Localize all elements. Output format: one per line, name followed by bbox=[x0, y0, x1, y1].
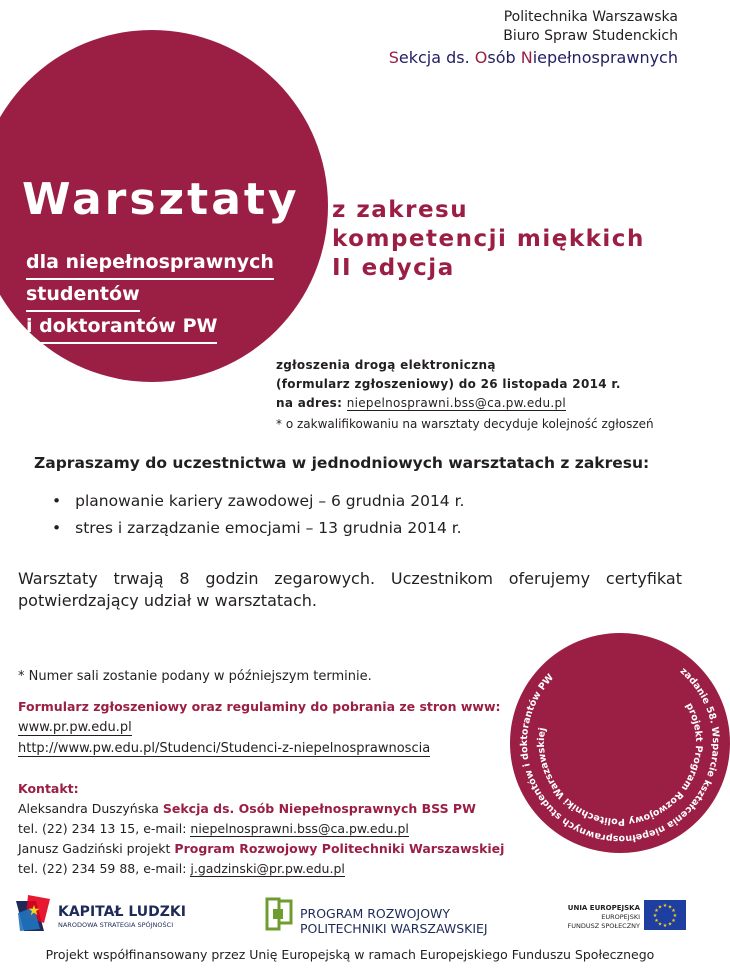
svg-text:★: ★ bbox=[657, 921, 663, 928]
svg-text:★: ★ bbox=[657, 904, 663, 911]
badge-inner-text: projekt Program Rozwojowy Politechniki Warszawskiej bbox=[535, 701, 705, 828]
eu-text bbox=[552, 904, 640, 931]
svg-text:★: ★ bbox=[662, 903, 668, 909]
svg-text:★: ★ bbox=[667, 904, 673, 911]
hero-audience bbox=[26, 248, 274, 344]
hero-audience-line-2: studentów bbox=[26, 280, 140, 312]
registration-note: * o zakwalifikowaniu na warsztaty decyduje kolejność zgłoszeń bbox=[276, 417, 654, 431]
svg-text:★: ★ bbox=[671, 908, 676, 914]
kapital-ludzki-logo-icon bbox=[14, 893, 54, 933]
topic-list bbox=[52, 488, 464, 542]
program-rozwojowy-line-2: POLITECHNIKI WARSZAWSKIEJ bbox=[300, 921, 488, 936]
kapital-ludzki-title: KAPITAŁ LUDZKI bbox=[58, 904, 186, 920]
hero-audience-line-1: dla niepełnosprawnych bbox=[26, 248, 274, 280]
eu-line-1: UNIA EUROPEJSKA bbox=[567, 904, 640, 912]
program-rozwojowy-text bbox=[300, 906, 488, 936]
program-rozwojowy-logo-icon bbox=[265, 897, 295, 933]
svg-text:★: ★ bbox=[652, 913, 658, 919]
room-note: * Numer sali zostanie podany w późniejszym terminie. bbox=[18, 669, 372, 684]
contact-block bbox=[18, 779, 504, 879]
contact-email-2-link[interactable]: j.gadzinski@pr.pw.edu.pl bbox=[190, 861, 345, 876]
hero-title: Warsztaty bbox=[22, 174, 300, 225]
hero-topic bbox=[332, 196, 645, 283]
contact-person-1: Aleksandra Duszyńska Sekcja ds. Osób Niepełnosprawnych BSS PW bbox=[18, 801, 476, 816]
registration-email-link[interactable]: niepelnosprawni.bss@ca.pw.edu.pl bbox=[346, 396, 567, 410]
registration-line-1: zgłoszenia drogą elektroniczną bbox=[276, 358, 496, 372]
footer-text: Projekt współfinansowany przez Unię Europejską w ramach Europejskiego Funduszu Społecznego bbox=[45, 947, 655, 962]
badge-ring-text bbox=[510, 633, 730, 853]
hero-audience-line-3: i doktorantów PW bbox=[26, 312, 217, 344]
eu-line-3: FUNDUSZ SPOŁECZNY bbox=[567, 922, 640, 930]
website-link-pw[interactable]: http://www.pw.edu.pl/Studenci/Studenci-z-niepelnosprawnoscia bbox=[18, 741, 431, 756]
hero-topic-line-2: kompetencji miękkich bbox=[332, 226, 645, 252]
hero-edition: II edycja bbox=[332, 255, 455, 281]
kapital-ludzki-subtitle: NARODOWA STRATEGIA SPÓJNOŚCI bbox=[58, 921, 174, 929]
svg-text:★: ★ bbox=[672, 913, 678, 919]
contact-person-2: Janusz Gadziński projekt Program Rozwojowy Politechniki Warszawskiej bbox=[18, 841, 505, 856]
registration-address: na adres: niepelnosprawni.bss@ca.pw.edu.pl bbox=[276, 396, 567, 410]
svg-text:★: ★ bbox=[654, 918, 659, 924]
eu-flag-icon bbox=[644, 900, 686, 930]
list-item: • stres i zarządzanie emocjami – 13 grudnia 2014 r. bbox=[52, 515, 464, 542]
svg-text:★: ★ bbox=[654, 908, 659, 914]
contact-phone-2: tel. (22) 234 59 88, e-mail: j.gadzinski@pr.pw.edu.pl bbox=[18, 861, 345, 876]
program-rozwojowy-line-1: PROGRAM ROZWOJOWY bbox=[300, 906, 451, 921]
svg-text:★: ★ bbox=[662, 923, 668, 929]
registration-line-2: (formularz zgłoszeniowy) do 26 listopada 2014 r. bbox=[276, 377, 621, 391]
list-item: • planowanie kariery zawodowej – 6 grudnia 2014 r. bbox=[52, 488, 464, 515]
header-block bbox=[389, 8, 678, 70]
contact-email-1-link[interactable]: niepelnosprawni.bss@ca.pw.edu.pl bbox=[190, 821, 409, 836]
office-name: Biuro Spraw Studenckich bbox=[503, 28, 678, 44]
badge-outer-text: zadanie 58. Wsparcie kształcenia niepełnosprawnych studentów i doktorantów PW bbox=[518, 665, 722, 845]
hero-topic-line-1: z zakresu bbox=[332, 197, 469, 223]
info-paragraph: Warsztaty trwają 8 godzin zegarowych. Uczestnikom oferujemy certyfikat potwierdzający udział w warsztatach. bbox=[18, 569, 682, 610]
contact-phone-1: tel. (22) 234 13 15, e-mail: niepelnosprawni.bss@ca.pw.edu.pl bbox=[18, 821, 409, 836]
section-name: Sekcja ds. Osób Niepełnosprawnych bbox=[388, 48, 678, 67]
forms-heading: Formularz zgłoszeniowy oraz regulaminy do pobrania ze stron www: bbox=[18, 699, 501, 714]
svg-text:★: ★ bbox=[671, 918, 676, 924]
svg-text:★: ★ bbox=[667, 921, 673, 928]
eu-line-2: EUROPEJSKI bbox=[601, 913, 640, 921]
contact-label: Kontakt: bbox=[18, 781, 79, 796]
svg-text:★: ★ bbox=[27, 903, 41, 919]
university-name: Politechnika Warszawska bbox=[503, 9, 678, 25]
website-link-pr[interactable]: www.pr.pw.edu.pl bbox=[18, 720, 132, 735]
invite-heading: Zapraszamy do uczestnictwa w jednodniowych warsztatach z zakresu: bbox=[34, 454, 650, 472]
registration-info bbox=[276, 356, 621, 413]
